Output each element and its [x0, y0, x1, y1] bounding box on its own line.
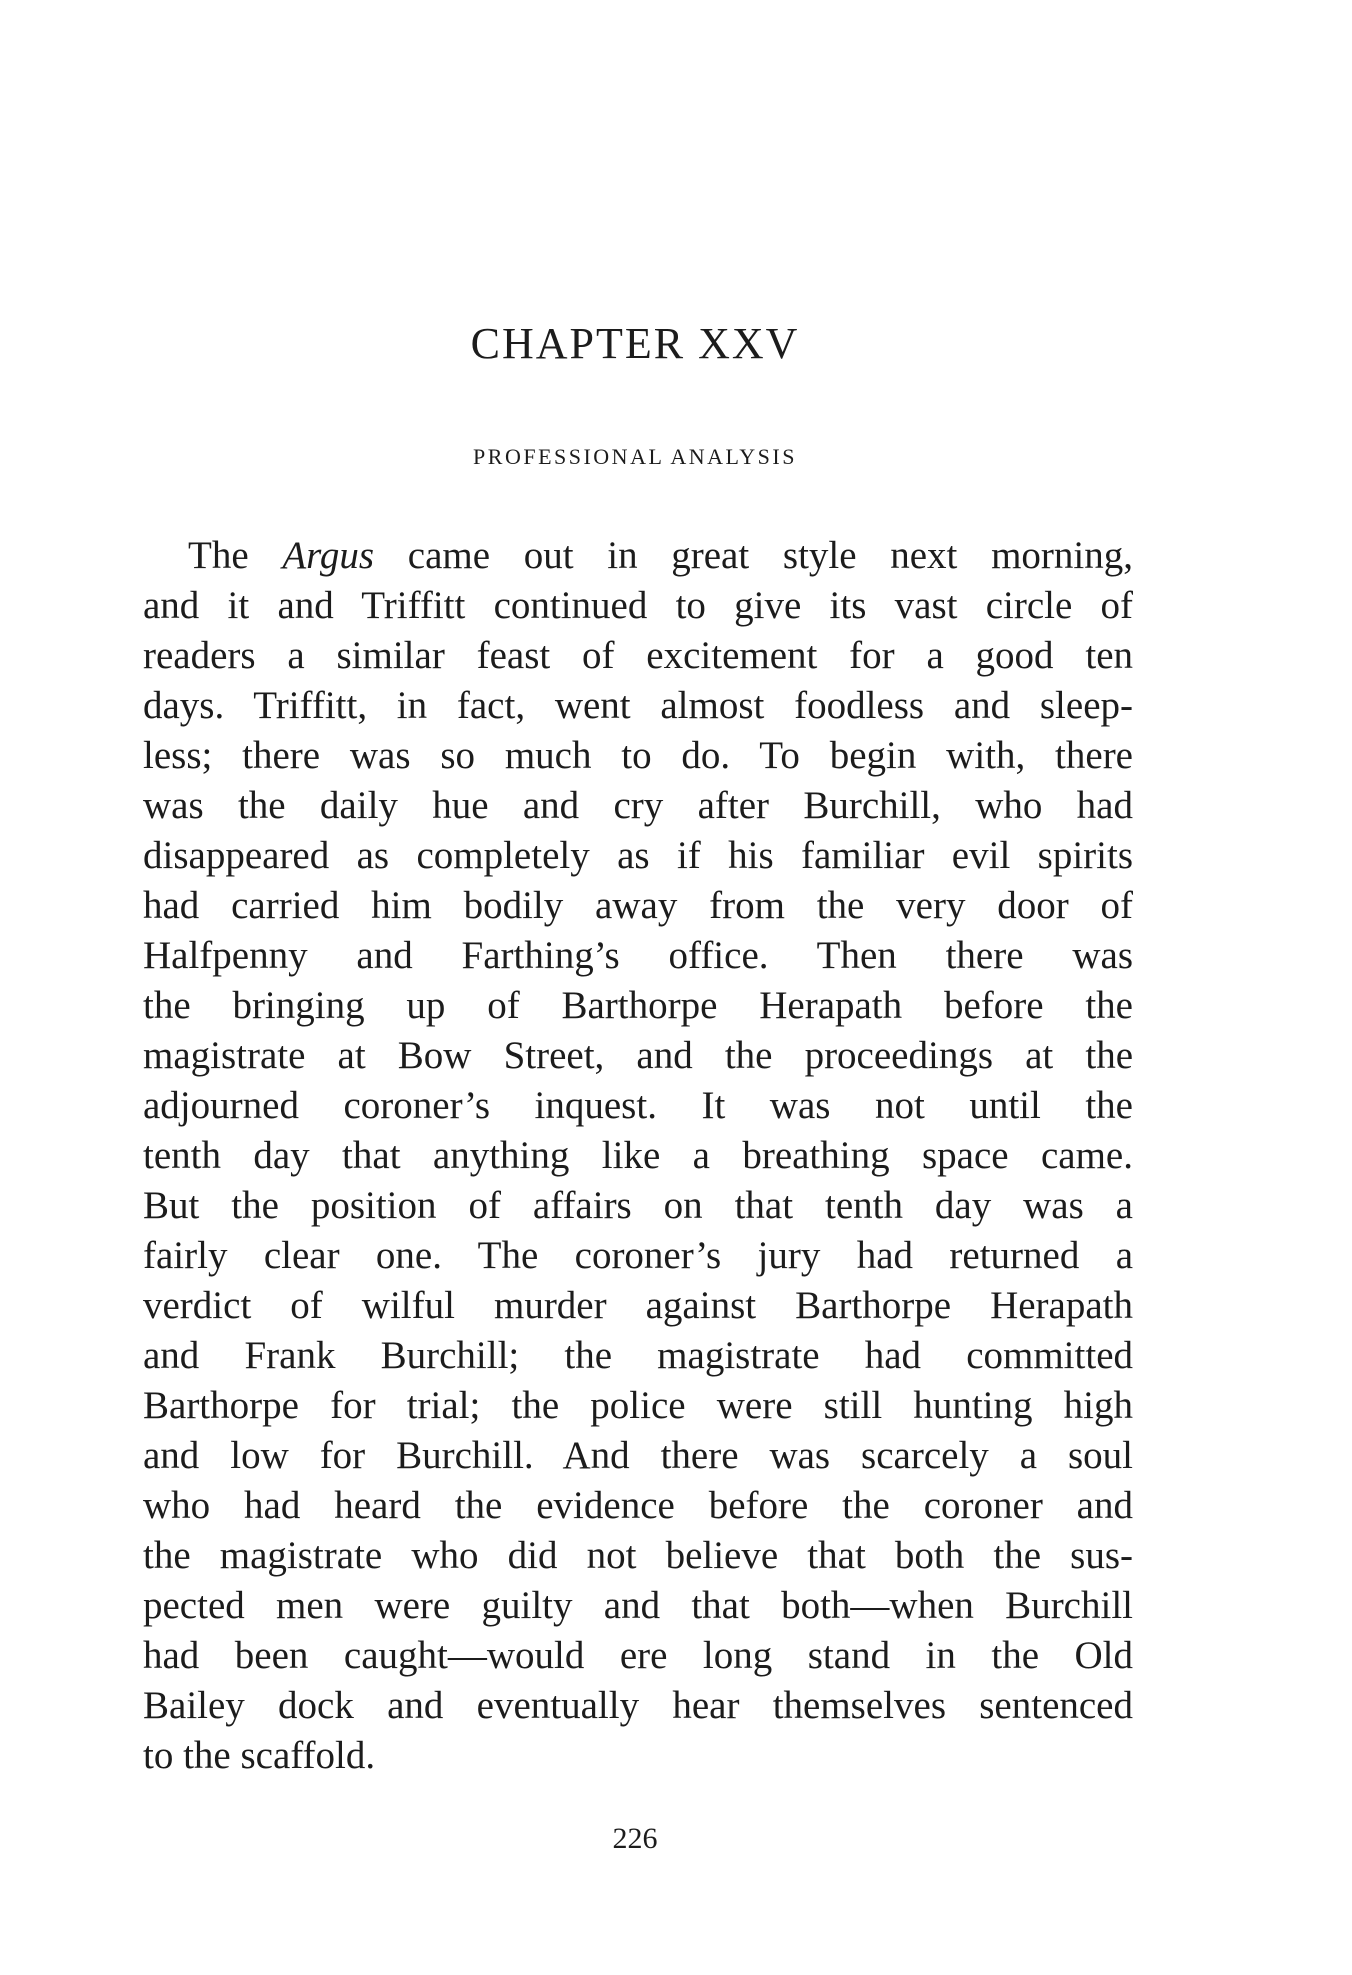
text-line: pected men were guilty and that both—when Burchill	[143, 1584, 1133, 1627]
text-line: readers a similar feast of excitement for a good ten	[143, 634, 1133, 677]
text-line: was the daily hue and cry after Burchill, who had	[143, 784, 1133, 827]
text-line: had been caught—would ere long stand in the Old	[143, 1634, 1133, 1677]
text-line: magistrate at Bow Street, and the proceedings at the	[143, 1034, 1133, 1077]
text-line: verdict of wilful murder against Barthorpe Herapath	[143, 1284, 1133, 1327]
text-line-1	[143, 531, 1133, 581]
text-line: had carried him bodily away from the very door of	[143, 884, 1133, 927]
text-line: and low for Burchill. And there was scarcely a soul	[143, 1434, 1133, 1477]
text-line: But the position of affairs on that tenth day was a	[143, 1184, 1133, 1227]
text-line: Bailey dock and eventually hear themselves sentenced	[143, 1684, 1133, 1727]
text-line: Barthorpe for trial; the police were still hunting high	[143, 1384, 1133, 1427]
text-line: fairly clear one. The coroner’s jury had returned a	[143, 1234, 1133, 1277]
text-line: days. Triffitt, in fact, went almost foodless and sleep-	[143, 684, 1133, 727]
newspaper-name: Argus	[282, 534, 375, 577]
text-line: who had heard the evidence before the coroner and	[143, 1484, 1133, 1527]
line-1-end: came out in great style next morning,	[374, 534, 1133, 577]
text-line-last: to the scaffold.	[143, 1734, 376, 1777]
line-1-start: The	[188, 534, 283, 577]
page-number: 226	[612, 1822, 658, 1855]
text-line: disappeared as completely as if his familiar evil spirits	[143, 834, 1133, 877]
body-paragraph	[143, 531, 1133, 1781]
text-line: the magistrate who did not believe that both the sus-	[143, 1534, 1133, 1577]
text-line: less; there was so much to do. To begin with, there	[143, 734, 1133, 777]
text-line: Halfpenny and Farthing’s office. Then there was	[143, 934, 1133, 977]
text-line: tenth day that anything like a breathing space came.	[143, 1134, 1133, 1177]
chapter-title: CHAPTER XXV	[470, 319, 800, 368]
text-line: the bringing up of Barthorpe Herapath before the	[143, 984, 1133, 1027]
text-line: and Frank Burchill; the magistrate had committed	[143, 1334, 1133, 1377]
chapter-subtitle: PROFESSIONAL ANALYSIS	[473, 444, 797, 469]
text-line: and it and Triffitt continued to give its vast circle of	[143, 584, 1133, 627]
text-line: adjourned coroner’s inquest. It was not until the	[143, 1084, 1133, 1127]
